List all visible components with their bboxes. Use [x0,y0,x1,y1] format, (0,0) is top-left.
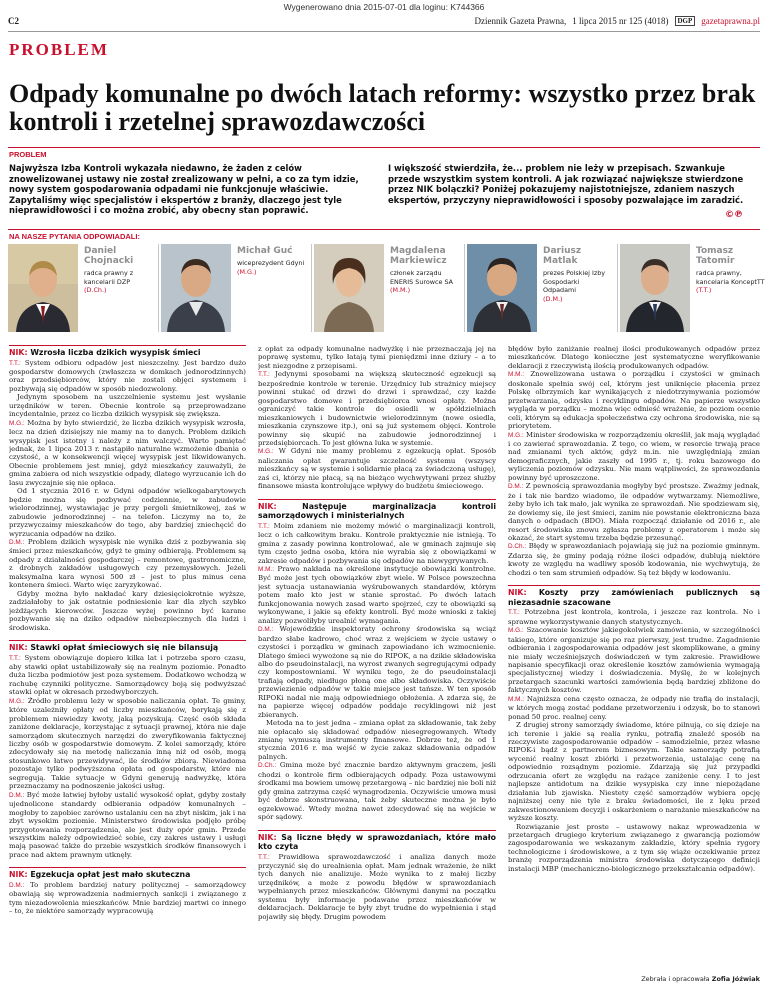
expert-role: radca prawny, kancelaria KonceptTT [696,269,765,286]
lead-rule [8,147,760,148]
answer-paragraph: D.M.: Problem dzikich wysypisk nie wynika dziś z pozbywania się śmieci przez mieszkańców, gdyż te gminy odbierają. Problemem są odpady z działalności gospodarczej – remontowe, gastronomiczne, z drobnych zakładów usługowych czy przemysłowych. Jeżeli maksymalna kara wynosi 500 zł – jest to plus minus cena kontenera śmieci. Warto więc zaryzykować. [9,538,246,590]
answer-paragraph: M.G.: Minister środowiska w rozporządzeniu określił, jak mają wyglądać i co zawierać sprawozdania. Z tego, co wiem, w resorcie trwają prace nad zmianami tych aktów, gdyż m.in. nie uwzględniają zmian demograficznych, jakie zaszły od 1995 r., tj. roku bazowego do wyliczenia poziomów odzysku. Nie mam wątpliwości, że sprawozdania powinny być uproszczone. [508,430,760,482]
answer-paragraph: T.T.: Potrzebna jest kontrola, kontrola, i jeszcze raz kontrola. No i sprawne wykorzystywanie danych statystycznych. [508,608,760,626]
answer-paragraph: T.T.: System odbioru odpadów jest nieszczelny. Jest bardzo dużo gospodarstw domowych (zwłaszcza w domkach jednorodzinnych) oraz przedsiębiorców, który nie zostali objęci systemem i pozbywają się odpadów w sposób niedozwolony. [9,358,246,393]
page-title: Odpady komunalne po dwóch latach reformy: wszystko przez brak kontroli i rzetelnej sprawozdawczości [9,79,756,136]
lead-left: Najwyższa Izba Kontroli wykazała niedawno, że żaden z celów znowelizowanej ustawy nie został zrealizowany w pełni, a co za tym idzie, nowy system gospodarowania odpadami nie funkcjonuje właściwie. Zapytaliśmy więc specjalistów i ekspertów z branży, dlaczego jest tyle nieprawidłowości i co można zrobić, aby obecny stan poprawić. [9,163,359,215]
section-label: PROBLEM [9,40,109,59]
answer-paragraph: Jedynym sposobem na uszczelnienie systemu jest wysłanie urzędników w teren. Obecnie kontrole są przeprowadzane incydentalnie, przez co liczba dzikich wysypisk się zwiększa. [9,393,246,419]
expert-first-name: Tomasz Tatomir [696,246,735,266]
expert-divider [617,244,618,332]
masthead [8,16,760,30]
expert-abbr: (D.Ch.) [84,286,107,295]
kicker-label: PROBLEM [9,150,47,159]
copyright-icon: ©℗ [725,210,743,220]
paper-name: Dziennik Gazeta Prawna, [474,16,567,26]
expert-last-name: Matlak [543,256,578,266]
answer-paragraph: T.T.: System obowiązuje dopiero kilka lat i potrzeba sporo czasu, aby stawki opłat ustabilizowały się na realnym poziomie. Ponadto duża liczba podmiotów jest poza systemem. Dodatkowo wchodzą w rachubę czynniki polityczne. Samorządowcy boją się podwyższać stawki opłat w okresach przedwyborczych. [9,653,246,697]
question-heading: NIK: Stawki opłat śmieciowych się nie bilansują [9,640,246,653]
answer-paragraph: M.M.: Najniższa cena często oznacza, że odpady nie trafią do instalacji, w których mogą zostać poddane przetworzeniu i odzysk, bo to stanowi ponad 50 proc. realnej ceny. [508,694,760,721]
author-credit: Zebrała i opracowała Zofia Jóźwiak [641,975,760,983]
expert-last-name: Chojnacki [84,256,134,266]
download-watermark: Wygenerowano dnia 2015-07-01 dla loginu: K744366 [283,2,485,12]
answer-paragraph: D.M.: Wojewódzkie inspektoraty ochrony środowiska są wciąż bardzo słabe kadrowo, choć wraz z wejściem w życie ustawy o czystości i porządku w gminach zapowiadano ich wzmocnienie. Dlatego śmieci wywożone są nie do RIPOK, a na dzikie składowiska albo do pseudoinstalacji, na wyrost zwanych segregującymi odpady czy kompostowniami. W wyniku tego, że do pseudoinstalacji trafiają odpady, niedługo płoną one albo składowiska. Oczywiście przewiezienie odpadów w takie miejsce jest tańsze. W ten sposób RIPOKi nadal nie mają odpowiedniego obłożenia. A zdarza się, że na papierze więcej odpadów poddaje recyklingowi niż jest zbieranych. [258,625,496,719]
expert-abbr: (M.G.) [237,267,257,276]
expert-last-name: Markiewicz [390,256,447,266]
expert-divider [158,244,159,332]
answer-paragraph: M.G.: Źródło problemu leży w sposobie naliczania opłat. Te gminy, które uzależniły opłaty od liczby mieszkańców, borykają się z problemem niewiedzy kwoty, jaką pozyskują. Część osób składa zaniżone deklaracje, korzystając z sytuacji prawnej, która nie daje samorządom skutecznych narzędzi do zweryfikowania faktycznej liczby osób w gospodarstwie domowym. Z kolei samorządy, które zdecydowały się na metodę naliczania inną niż od osób, mogą stosunkowo łatwo przewidywać, ile środków zbiorą. Niewiadoma pozostaje tylko podwyższona opłata od gospodarstw, które nie segregują. Takie sytuacje w Gdyni generują nadwyżkę, która przeznaczamy na podnoszenie jakości usług. [9,696,246,791]
expert-divider [311,244,312,332]
dgp-badge: DGP [675,16,696,26]
question-heading: NIK: Są liczne błędy w sprawozdaniach, które mało kto czyta [258,830,496,852]
expert-photo [467,244,537,332]
article-column-2 [258,345,496,921]
answer-paragraph: D.Ch.: Błędy w sprawozdaniach pojawiają się już na poziomie gminnym. Zdarza się, że gminy podają różne ilości odpadów, dublują niektóre kwoty ze względu na wadliwy sposób kodowania, nie wychwytują, że chodzi o ten sam strumień odpadów. Są też błędy w kodowaniu. [508,542,760,577]
article-column-1 [9,345,246,916]
expert-abbr: (M.M.) [390,286,411,295]
page-number: C2 [8,16,19,26]
question-heading: NIK: Koszty przy zamówieniach publicznych są niezasadnie szacowane [508,585,760,607]
answer-paragraph: D.Ch.: Gmina może być znacznie bardzo aktywnym graczem, jeśli chodzi o kontrole firm odbierających odpady. Poza ustawowymi środkami ma bowiem umowę przetargową – nic bardziej nie boli niż gdy gmina zatrzyma część wynagrodzenia. Oczywiście umowa musi być dobrze skonstruowana, tak żeby skuteczne można je było egzekwować. Wtedy można nawet zdecydować się na wejście w spór sądowy. [258,761,496,822]
answer-paragraph: błędów było zaniżanie realnej ilości produkowanych odpadów przez mieszkańców. Dlatego konieczne jest systematyczne weryfikowanie deklaracji z rzeczywistą ilością produkowanych odpadów. [508,345,760,370]
answer-paragraph: M.G.: W Gdyni nie mamy problemu z egzekucją opłat. Sposób naliczania opłat gwarantuje szczelność systemu (wszyscy mieszkańcy są w systemie i solidarnie płacą za świadczoną usługę), zaś ci, którzy nie płacą, są na bieżąco wychwytywani przez służby finansowe miasta kontrolujące wpływy do budżetu śmieciowego. [258,447,496,491]
expert-photo [620,244,690,332]
expert-photo [161,244,231,332]
answer-paragraph: D.M.: Być może łatwiej byłoby ustalić wysokość opłat, gdyby zostały ujednolicone standardy odbierania odpadów komunalnych – mogłoby to zapobiec zarówno ustalaniu cen na zbyt niskim, jak i na zbyt wysokim poziomie. Ministerstwo środowiska podjęło próbę przygotowania rozporządzenia, ale jest duży opór gmin. Przede wszystkim należy odpowiedzieć sobie, czy zakres ustawy i usługi mają pasować także do przebie wszystkich środków finansowych i prace nad aktem prawnym utknęły. [9,790,246,859]
expert-abbr: (D.M.) [543,294,563,303]
answer-paragraph: Metoda na to jest jedna – zmiana opłat za składowanie, tak żeby nie opłacało się składować odpadów niesegregowanych. Wtedy zmianę wymuszą instrumenty finansowe. Dobrze też, że od 1 stycznia 2016 r. ma wejść w życie zakaz składowania odpadów palnych. [258,719,496,761]
answer-paragraph: Z drugiej strony samorządy świadome, które pilnują, co się dzieje na ich terenie i jakie są realia rynku, potrafią znaleźć sposób na rzeczywiste zagospodarowanie odpadów – samodzielnie, przez własne RIPOK-i bądź z partnerem biznesowym. Takie samorządy potrafią wycenić realny koszt zbiórki i przetworzenia, ustalając cenę na odpowiednio rozsądnym poziomie. Zdarzają się już przypadki odrzucania ofert ze względu na rażące zaniżenie ceny. I to jest najlepsze antidotum na dzikie wysypiska czy inne niepożądane działania lub zjawiska. Niestety część samorządów wybiera opcję najniższej ceny nie tyle z braku świadomości, ile z lęku przed zakwestionowaniem decyzji i oskarżeniem o narażanie mieszkańców na wyższe koszty. [508,721,760,823]
question-heading: NIK: Wzrosła liczba dzikich wysypisk śmieci [9,345,246,358]
expert-role: członek zarządu ENERIS Surowce SA [390,269,454,286]
expert-role: wiceprezydent Gdyni [237,259,305,267]
experts-label: NA NASZE PYTANIA ODPOWIADALI: [9,232,140,241]
answer-paragraph: Od 1 stycznia 2016 r. w Gdyni odpadów wielkogabarytowych będzie można się pozbywać codziennie, w zabudowie wielorodzinnej, wystawiając je przy pergoli śmietnikowej, zaś w zabudowie jednorodzinnej – na telefon. Liczymy na to, że przyzwyczaimy mieszkańców do tego, aby bardziej zniechęcić do wyrzucania odpadów na dziko. [9,487,246,538]
experts-strip [8,244,765,334]
answer-paragraph: T.T.: Moim zdaniem nie możemy mówić o marginalizacji kontroli, lecz o ich całkowitym braku. Kontrole praktycznie nie istnieją. To gmina z zasady powinna kontrolować, ale w gminach zajmuje się tym często jedna osoba, która nie wyrabia się z obowiązkami w zakresie odpadów i pozbywania się odpadów na niewygrywanych. [258,521,496,565]
answer-paragraph: z opłat za odpady komunalne nadwyżkę i nie przeznaczają jej na poprawę systemu, tylko łatają tymi pieniędzmi inne dziury – a to jest niezgodne z przepisami. [258,345,496,370]
expert-abbr: (T.T.) [696,286,712,295]
issue-date: 1 lipca 2015 nr 125 (4018) [572,16,669,26]
expert-first-name: Michał Guć [237,246,293,256]
lead-right: I większość stwierdziła, że... problem nie leży w przepisach. Szwankuje przede wszystkim system kontroli. A jak rozwiązać największe stwierdzone przez NIK bolączki? Poniżej pokazujemy najistotniejsze, zdaniem naszych ekspertów, przyczyny nieprawidłowości i sposoby pozwalające im zaradzić. [388,163,744,205]
experts-rule [8,229,760,230]
expert-photo [314,244,384,332]
expert-role: radca prawny z kancelarii DZP [84,269,134,286]
expert-photo [8,244,78,332]
answer-paragraph: M.M.: Znowelizowana ustawa o porządku i czystości w gminach doskonale spełnia swój cel, którym jest uniknięcie płacenia przez Polskę olbrzymich kar wynikających z niedotrzymywania poziomów przetwarzania, odzysku i recyklingu odpadów. Na papierze wszystko wygląda w porządku – można więc odnieść wrażenie, że poziom ocenie celi, którym są edukacja społeczeństwa czy ochrona środowiska, nie są priorytetem. [508,370,760,431]
answer-paragraph: Gdyby można było nakładać kary dziesięciokrotnie wyższe, zadziałałoby to jak ostatnie podniesienie kar dla złych szybko jeżdżących kierowców. Jeszcze wyżej powinno być karane pozbywanie się na dziko odpadów niebezpiecznych dla ludzi i środowiska. [9,589,246,632]
answer-paragraph: M.M.: Prawo nakłada na określone instytucje obowiązki kontrolne. Być może jest tych obowiązków zbyt wiele. W Polsce powszechna jest sytuacja ustanawiania wyśrubowanych standardów, którym potem mało kto jest w stanie sprostać. Po dwóch latach funkcjonowania nowych zasad warto spojrzeć, czy te obowiązki są wykonywane, i jakie są efekty kontroli. Być może wnioski z takiej analizy pozwoliłyby urealnić wymagania. [258,564,496,625]
expert-divider [464,244,465,332]
expert-first-name: Magdalena [390,246,446,256]
expert-first-name: Daniel [84,246,117,256]
answer-paragraph: D.M.: Z pewnością sprawozdania mogłyby być prostsze. Zważmy jednak, że i tak nie bardzo wiadomo, ile odpadów wytwarzamy. Niemożliwe, żeby było ich tak mało, jak wynika ze sprawozdań. Nie spodziewam się, że dowiemy się, ile jest śmieci, zanim nie powstanie elektroniczna baza danych o odpadach (BDO). Miała rozpocząć działanie od 2016 r., ale resort środowiska znowu zgłasza problemy z operatorem i może się okazać, że start systemu trzeba będzie przesunąć. [508,482,760,542]
site-link[interactable]: gazetaprawna.pl [701,16,760,26]
article-column-3 [508,345,760,873]
answer-paragraph: M.G.: Szacowanie kosztów jakiegokolwiek zamówienia, w szczególności takiego, które organizuje się po raz pierwszy, jest trudne. Zagadnienie odbierania i zagospodarowania odpadów jest skomplikowane, a gminy nie miały wcześniejszych doświadczeń w tym zakresie. Prawidłowe napisanie specyfikacji oraz określenie kosztów zamówienia wymagają specjalistycznej wiedzy i doświadczenia. Myślę, że w kolejnych przetargach szacunki wartości zamówienia będą bardziej zbliżone do faktycznych kosztów. [508,626,760,695]
answer-paragraph: M.G.: Można by było stwierdzić, że liczba dzikich wysypisk wzrosła, lecz na dzień dzisiejszy nie mamy na to danych. Problem dzikich wysypisk jest istotny i należy z nim walczyć. Warto pamiętać jednak, że 1 lipca 2013 r. nastąpiło naturalne wzmożenie dbania o czystość, a w konsekwencji więcej wysypisk jest likwidowanych. Obecnie problemem jest mniej, gdyż mieszkańcy zauważyli, że gmina zabiera od nich wszystkie odpady, dlatego wyrzucanie ich do lasu zwyczajnie się nie opłaca. [9,418,246,487]
answer-paragraph: T.T.: Jedynymi sposobami na większą skuteczność egzekucji są bezpośrednie kontrole w terenie. Urzędnicy lub strażnicy miejscy powinni stukać od drzwi do drzwi i sprawdzać, czy każde gospodarstwo domowe i przedsiębiorca wnosi opłaty. Można ograniczyć takie kontrole do osiedli w spółdzielniach mieszkaniowych i budownictwie wielorodzinnym (nowe osiedla, mieszkania czynszowe itp.), oni są już systemem objęci. Kontrole powinny się skupić na zabudowie jednorodzinnej i przedsiębiorcach. To jest główna luka w systemie. [258,370,496,447]
expert-first-name: Dariusz [543,246,582,256]
expert-role: prezes Polskiej Izby Gospodarki Odpadami [543,269,606,295]
answer-paragraph: T.T.: Prawidłowa sprawozdawczość i analiza danych może przyczynić się do urealnienia opłat. Mam jednak wrażenie, że nikt tych danych nie analizuje. Może wynika to z małej liczby urzędników, a może z powodu błędów w sprawozdaniach wypełnianych przez mieszkańców. Głównymi danymi na początku systemu były informacje podawane przez mieszkańców w deklaracjach. Deklaracje te były zbyt trudne do wypełnienia i stąd pojawiły się błędy. Drugim powodem [258,852,496,921]
answer-paragraph: Rozwiązanie jest proste – ustawowy nakaz wprowadzenia w przetargach drugiego kryterium związanego z gwarancją poziomów zagospodarowania we wskazanym zakładzie, który spełnia rygory technologiczne i środowiskowe, a z tym się wiąże oczekiwanie przez branżę rozporządzenia ministra środowiska dotyczącego definicji instalacji MBP (mechaniczno-biologicznego przekształcania odpadów). [508,822,760,873]
answer-paragraph: D.M.: To problem bardziej natury politycznej – samorządowcy obawiają się wprowadzenia nadmiernych sankcji i związanego z tym niezadowolenia mieszkańców. Mnie bardziej martwi co innego – to, że niektóre samorządy wypracowują [9,880,246,916]
question-heading: NIK: Egzekucja opłat jest mało skuteczna [9,867,246,880]
question-heading: NIK: Następuje marginalizacja kontroli samorządowych i ministerialnych [258,499,496,521]
masthead-rule [8,31,760,32]
